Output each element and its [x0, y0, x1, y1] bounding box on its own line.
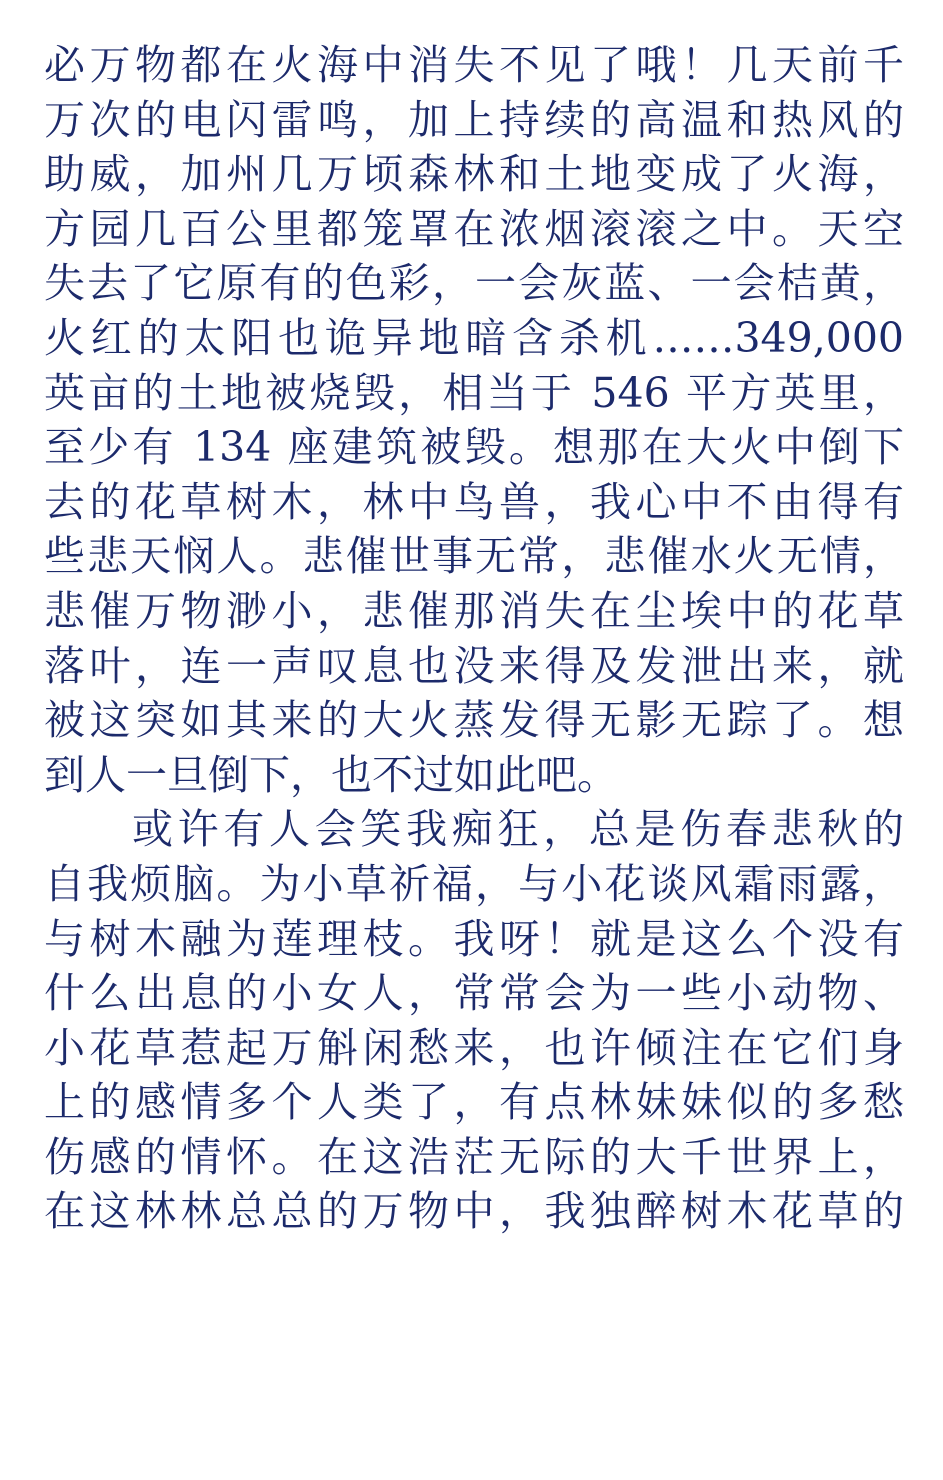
article-text	[44, 38, 904, 1239]
text-line-14: 到人一旦倒下，也不过如此吧。	[44, 750, 618, 799]
text-line-11: 悲催万物渺小，悲催那消失在尘埃中的花草	[44, 586, 904, 635]
text-line-17: 与树木融为莲理枝。我呀！就是这么个没有	[44, 914, 904, 963]
text-line-8: 至少有 134 座建筑被毁。想那在大火中倒下	[44, 423, 904, 472]
text-line-16: 自我烦脑。为小草祈福，与小花谈风霜雨露，	[44, 859, 904, 908]
text-line-21: 伤感的情怀。在这浩茫无际的大千世界上，	[44, 1132, 904, 1181]
text-line-9: 去的花草树木，林中鸟兽，我心中不由得有	[44, 477, 904, 526]
text-line-19: 小花草惹起万斛闲愁来，也许倾注在它们身	[44, 1023, 904, 1072]
text-line-5: 失去了它原有的色彩，一会灰蓝、一会桔黄，	[44, 259, 904, 308]
text-line-1: 必万物都在火海中消失不见了哦！几天前千	[44, 41, 904, 89]
text-line-10: 些悲天悯人。悲催世事无常，悲催水火无情，	[44, 532, 904, 581]
text-line-22: 在这林林总总的万物中，我独醉树木花草的	[44, 1187, 904, 1236]
text-line-4: 方园几百公里都笼罩在浓烟滚滚之中。天空	[44, 204, 904, 253]
text-line-20: 上的感情多个人类了，有点林妹妹似的多愁	[44, 1078, 904, 1127]
text-line-3: 助威，加州几万顷森林和土地变成了火海，	[44, 150, 904, 199]
text-line-6: 火红的太阳也诡异地暗含杀机……349,000	[44, 313, 904, 362]
text-line-7: 英亩的土地被烧毁，相当于 546 平方英里，	[44, 368, 904, 417]
text-line-18: 什么出息的小女人，常常会为一些小动物、	[44, 969, 904, 1018]
paragraph-2-first-line: 或许有人会笑我痴狂，总是伤春悲秋的	[132, 805, 904, 854]
text-line-13: 被这突如其来的大火蒸发得无影无踪了。想	[44, 696, 904, 745]
text-line-2: 万次的电闪雷鸣，加上持续的高温和热风的	[44, 95, 904, 144]
text-line-12: 落叶，连一声叹息也没来得及发泄出来，就	[44, 641, 904, 690]
